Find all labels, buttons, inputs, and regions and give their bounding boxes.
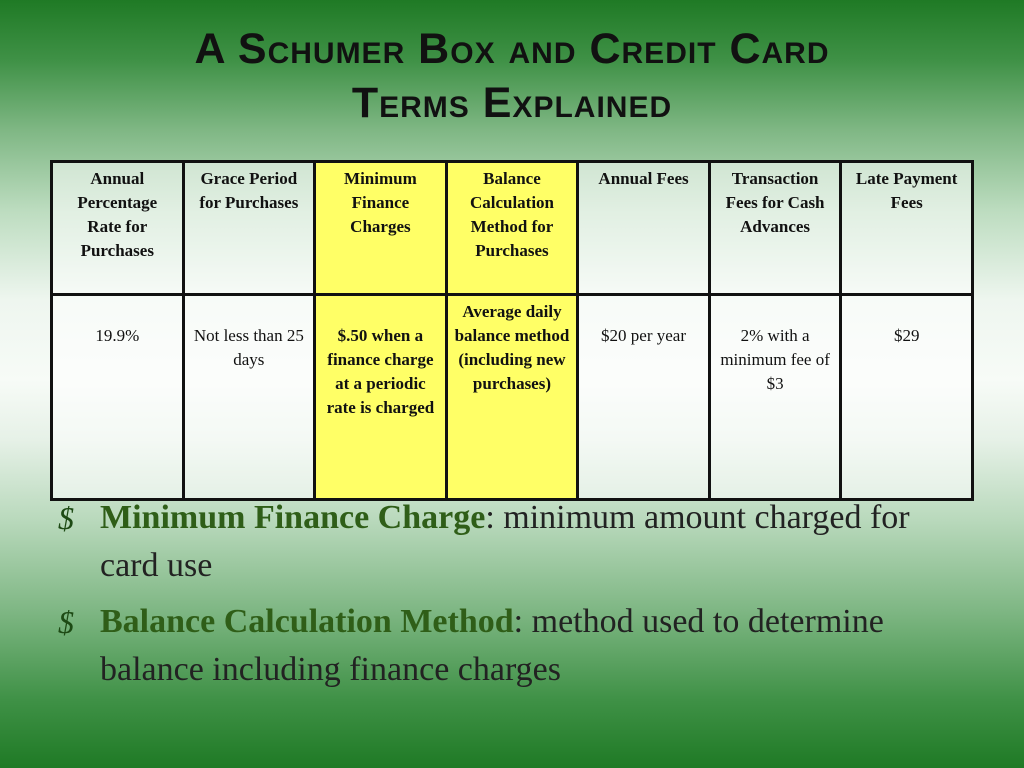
- slide-title-line-2: Terms Explained: [351, 79, 673, 127]
- table-header-row: [52, 162, 973, 295]
- dollar-sign-icon: $: [58, 604, 74, 640]
- header-minimum-finance-charges: Minimum Finance Charges: [315, 162, 447, 295]
- table-value-row: [52, 295, 973, 500]
- value-late-payment-fees: $29: [841, 295, 973, 500]
- header-late-payment-fees: Late Payment Fees: [841, 162, 973, 295]
- value-balance-calculation-method: Average daily balance method (including new purchases): [446, 295, 578, 500]
- header-transaction-fees: Transaction Fees for Cash Advances: [709, 162, 841, 295]
- value-grace-period: Not less than 25 days: [183, 295, 315, 500]
- bullet-definition: : minimum amount charged for card use: [100, 499, 910, 584]
- value-transaction-fees: 2% with a minimum fee of $3: [709, 295, 841, 500]
- bullet-term: Balance Calculation Method: [100, 603, 514, 640]
- bullet-balance-calculation-method: [58, 598, 938, 694]
- value-annual-fees: $20 per year: [578, 295, 710, 500]
- header-balance-calculation-method: Balance Calculation Method for Purchases: [446, 162, 578, 295]
- value-apr: 19.9%: [52, 295, 184, 500]
- value-minimum-finance-charges: $.50 when a finance charge at a periodic rate is charged: [315, 295, 447, 500]
- dollar-sign-icon: $: [58, 500, 74, 536]
- bullet-definition: : method used to determine balance including finance charges: [100, 603, 884, 688]
- bullet-minimum-finance-charge: [58, 494, 938, 590]
- header-annual-fees: Annual Fees: [578, 162, 710, 295]
- header-grace-period: Grace Period for Purchases: [183, 162, 315, 295]
- schumer-box-table: [50, 160, 974, 501]
- slide-title-line-1: A Schumer Box and Credit Card: [194, 25, 830, 73]
- definition-list: [58, 494, 938, 702]
- bullet-term: Minimum Finance Charge: [100, 499, 486, 536]
- header-apr: Annual Percentage Rate for Purchases: [52, 162, 184, 295]
- slide-title: [0, 22, 1024, 130]
